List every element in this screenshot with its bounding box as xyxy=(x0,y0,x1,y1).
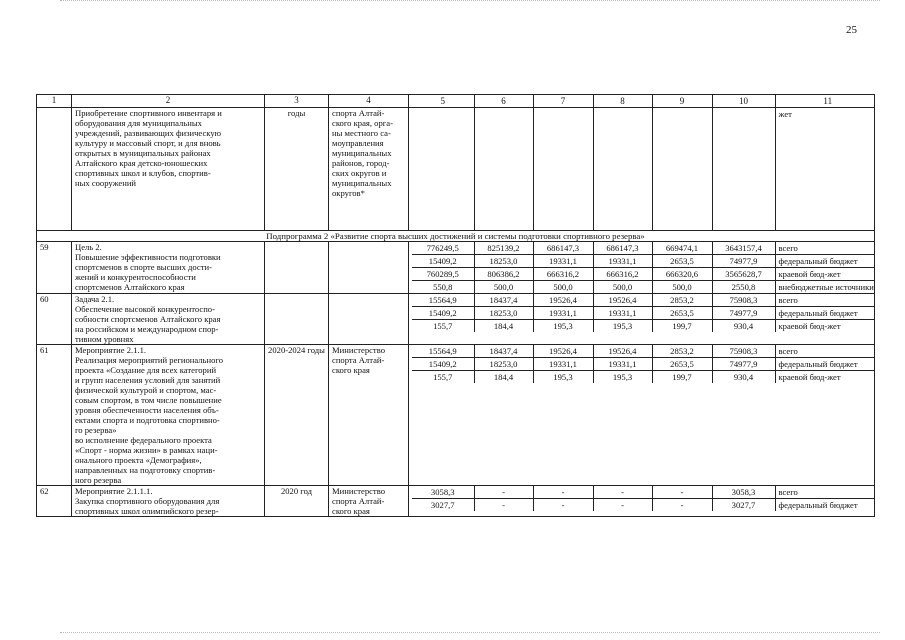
header-col-5: 5 xyxy=(412,95,474,107)
fin-value: 199,7 xyxy=(652,320,712,333)
row-num xyxy=(37,108,72,231)
fin-row xyxy=(412,242,875,255)
fin-value: 2653,5 xyxy=(652,358,712,371)
fin-value: 825139,2 xyxy=(474,242,533,255)
executor xyxy=(329,486,409,517)
row-num: 60 xyxy=(37,294,72,345)
activity-name-line: тивном уровнях xyxy=(75,334,134,344)
activity-name-line: культуру и массовый спорт, и для вновь xyxy=(75,138,221,148)
fin-value: 19526,4 xyxy=(593,345,652,358)
fin-value: 2853,2 xyxy=(652,345,712,358)
activity-name-line: спортивных школ и клубов, спортив- xyxy=(75,168,211,178)
fin-value: - xyxy=(533,499,593,512)
row-num: 62 xyxy=(37,486,72,517)
fin-value: 19331,1 xyxy=(593,307,652,320)
fin-value: 155,7 xyxy=(412,371,474,384)
activity-name-line: ного резерва xyxy=(75,475,122,485)
period: 2020 год xyxy=(265,486,329,517)
fin-value: 930,4 xyxy=(712,371,775,384)
activity-name-line: проекта «Создание для всех категорий xyxy=(75,365,217,375)
fin-value: 195,3 xyxy=(593,371,652,384)
activity-name-line: открытых в муниципальных районах xyxy=(75,148,211,158)
executor-line: ского края, орга- xyxy=(332,118,393,128)
table-row xyxy=(37,345,875,486)
fin-value: 195,3 xyxy=(593,320,652,333)
fin-row xyxy=(412,358,875,371)
executor-line: Министерство xyxy=(332,486,385,496)
header-col-4: 4 xyxy=(329,95,409,108)
activity-name-line: и групп населения условий для занятий xyxy=(75,375,221,385)
executor-line: ских округов и xyxy=(332,168,387,178)
executor xyxy=(329,345,409,486)
scan-bottom-edge xyxy=(60,632,880,635)
header-row xyxy=(37,95,875,108)
activity-name-line: Цель 2. xyxy=(75,242,102,252)
activity-name-line: физической культурой и спортом, мас- xyxy=(75,385,217,395)
executor xyxy=(329,294,409,345)
fin-row xyxy=(412,320,875,333)
fin-source: всего xyxy=(775,486,875,499)
activity-name xyxy=(72,242,265,294)
subprogram-row xyxy=(37,231,875,242)
fin-source: краевой бюд-жет xyxy=(778,321,841,331)
activity-name xyxy=(72,108,265,231)
fin-value: 2550,8 xyxy=(712,281,775,294)
fin-value: 2653,5 xyxy=(652,307,712,320)
fin-value: - xyxy=(593,499,652,512)
fin-value: 3058,3 xyxy=(712,486,775,499)
fin-value: 19331,1 xyxy=(533,358,593,371)
fin-source: федеральный бюджет xyxy=(775,307,875,320)
table-row xyxy=(37,242,875,294)
fin-row xyxy=(412,345,875,358)
activity-name xyxy=(72,486,265,517)
executor xyxy=(329,108,409,231)
header-col-10: 10 xyxy=(712,95,775,107)
activity-name-line: Алтайского края детско-юношеских xyxy=(75,158,208,168)
activity-name-line: уровня обеспеченности населения объ- xyxy=(75,405,219,415)
activity-name-line: направленных на подготовку спортив- xyxy=(75,465,216,475)
executor-line: муниципальных xyxy=(332,148,392,158)
fin-value: 155,7 xyxy=(412,320,474,333)
fin-source: всего xyxy=(775,242,875,255)
fin-value: 666316,2 xyxy=(593,268,652,281)
table-row xyxy=(37,294,875,345)
page-number: 25 xyxy=(846,24,857,36)
activity-name-line: Задача 2.1. xyxy=(75,294,115,304)
fin-value: 550,8 xyxy=(412,281,474,294)
fin-value: 74977,9 xyxy=(712,307,775,320)
fin-source: внебюджетные источники xyxy=(778,282,874,292)
fin-value: - xyxy=(474,486,533,499)
header-col-6: 6 xyxy=(474,95,533,107)
fin-value: 74977,9 xyxy=(712,358,775,371)
executor-line: муниципальных xyxy=(332,178,392,188)
executor-line: округов* xyxy=(332,188,365,198)
fin-cells xyxy=(409,486,875,517)
fin-value: 199,7 xyxy=(652,371,712,384)
fin-cells xyxy=(409,242,875,294)
activity-name-line: оборудования для муниципальных xyxy=(75,118,202,128)
fin-value: 500,0 xyxy=(652,281,712,294)
fin-value: 184,4 xyxy=(474,320,533,333)
executor xyxy=(329,242,409,294)
activity-name-line: Мероприятие 2.1.1. xyxy=(75,345,147,355)
period: 2020-2024 годы xyxy=(265,345,329,486)
header-col-7: 7 xyxy=(533,95,593,107)
fin-value: 18437,4 xyxy=(474,345,533,358)
activity-name xyxy=(72,345,265,486)
header-col-9: 9 xyxy=(652,95,712,107)
activity-name-line: онального проекта «Демография», xyxy=(75,455,202,465)
fin-value: 3565628,7 xyxy=(712,268,775,281)
executor-line: ского края xyxy=(332,365,370,375)
executor-line: спорта Алтай- xyxy=(332,108,385,118)
fin-value: 75908,3 xyxy=(712,345,775,358)
fin-value: 3643157,4 xyxy=(712,242,775,255)
activity-name-line: Повышение эффективности подготовки xyxy=(75,252,221,262)
fin-value: 760289,5 xyxy=(412,268,474,281)
fin-cells xyxy=(409,294,875,345)
header-col-1: 1 xyxy=(37,95,72,108)
activity-name-line: спортсменов в спорте высших дости- xyxy=(75,262,212,272)
program-table xyxy=(36,94,875,517)
fin-value: 19331,1 xyxy=(533,255,593,268)
activity-name-line: на российском и международном спор- xyxy=(75,324,219,334)
fin-cells xyxy=(409,345,875,486)
activity-name-line: Приобретение спортивного инвентаря и xyxy=(75,108,222,118)
header-col-3: 3 xyxy=(265,95,329,108)
fin-value: 19331,1 xyxy=(593,255,652,268)
fin-value: 3058,3 xyxy=(412,486,474,499)
activity-name-line: учреждений, развивающих физическую xyxy=(75,128,222,138)
header-col-11: 11 xyxy=(823,96,833,106)
fin-value: 195,3 xyxy=(533,371,593,384)
fin-row xyxy=(412,486,875,499)
fin-row xyxy=(412,255,875,268)
fin-value: 15409,2 xyxy=(412,255,474,268)
fin-value: 15564,9 xyxy=(412,345,474,358)
fin-value: 184,4 xyxy=(474,371,533,384)
fin-value: 75908,3 xyxy=(712,294,775,307)
executor-line: спорта Алтай- xyxy=(332,496,385,506)
period xyxy=(265,294,329,345)
continued-row xyxy=(37,108,875,231)
fin-source: федеральный бюджет xyxy=(778,500,858,510)
fin-value: 19526,4 xyxy=(533,345,593,358)
fin-value: - xyxy=(474,499,533,512)
fin-value: 18253,0 xyxy=(474,255,533,268)
fin-value: 3027,7 xyxy=(412,499,474,512)
executor-line: спорта Алтай- xyxy=(332,355,385,365)
activity-name-line: совым спортом, в том числе повышение xyxy=(75,395,222,405)
fin-value: 669474,1 xyxy=(652,242,712,255)
fin-value: 666320,6 xyxy=(652,268,712,281)
table-row xyxy=(37,486,875,517)
fin-value: 19526,4 xyxy=(593,294,652,307)
fin-row xyxy=(412,499,875,512)
header-col-2: 2 xyxy=(72,95,265,108)
fin-value: 930,4 xyxy=(712,320,775,333)
fin-value: 806386,2 xyxy=(474,268,533,281)
activity-name-line: Закупка спортивного оборудования для xyxy=(75,496,220,506)
fin-value: 15409,2 xyxy=(412,307,474,320)
fin-value: 195,3 xyxy=(533,320,593,333)
fin-value: 686147,3 xyxy=(593,242,652,255)
row-num: 61 xyxy=(37,345,72,486)
scan-top-edge xyxy=(60,0,880,3)
fin-value: 18253,0 xyxy=(474,358,533,371)
fin-source: краевой бюд-жет xyxy=(775,268,875,281)
fin-value: 2653,5 xyxy=(652,255,712,268)
fin-source: федеральный бюджет xyxy=(775,358,875,371)
fin-value: 19331,1 xyxy=(593,358,652,371)
fin-row xyxy=(412,281,875,294)
activity-name-line: спортивных школ олимпийского резер- xyxy=(75,506,219,516)
fin-source: жет xyxy=(778,109,792,119)
fin-value: 74977,9 xyxy=(712,255,775,268)
activity-name-line: во исполнение федерального проекта xyxy=(75,435,212,445)
activity-name-line: Обеспечение высокой конкурентоспо- xyxy=(75,304,215,314)
fin-source: федеральный бюджет xyxy=(775,255,875,268)
fin-source: всего xyxy=(775,345,875,358)
fin-row xyxy=(412,294,875,307)
fin-cells xyxy=(409,108,875,231)
fin-value: - xyxy=(652,499,712,512)
activity-name-line: Мероприятие 2.1.1.1. xyxy=(75,486,153,496)
fin-value: 500,0 xyxy=(474,281,533,294)
activity-name-line: ектами спорта и подготовка спортивно- xyxy=(75,415,220,425)
fin-value: 19331,1 xyxy=(533,307,593,320)
period xyxy=(265,242,329,294)
executor-line: ского края xyxy=(332,506,370,516)
activity-name-line: «Спорт - норма жизни» в рамках наци- xyxy=(75,445,218,455)
fin-row xyxy=(412,307,875,320)
activity-name xyxy=(72,294,265,345)
fin-value: 500,0 xyxy=(533,281,593,294)
fin-value: 2853,2 xyxy=(652,294,712,307)
activity-name-line: жений и конкурентоспособности xyxy=(75,272,196,282)
fin-value: - xyxy=(593,486,652,499)
fin-value: 18437,4 xyxy=(474,294,533,307)
header-fin-cols xyxy=(409,95,875,108)
fin-value: 666316,2 xyxy=(533,268,593,281)
activity-name-line: спортсменов Алтайского края xyxy=(75,282,185,292)
executor-line: Министерство xyxy=(332,345,385,355)
fin-value: 19526,4 xyxy=(533,294,593,307)
fin-row xyxy=(412,371,875,384)
period: годы xyxy=(265,108,329,231)
fin-value: 686147,3 xyxy=(533,242,593,255)
fin-value: 3027,7 xyxy=(712,499,775,512)
fin-source: краевой бюд-жет xyxy=(778,372,841,382)
fin-row xyxy=(412,268,875,281)
fin-value: 15409,2 xyxy=(412,358,474,371)
fin-value: 500,0 xyxy=(593,281,652,294)
row-num: 59 xyxy=(37,242,72,294)
activity-name-line: ных сооружений xyxy=(75,178,137,188)
header-col-8: 8 xyxy=(593,95,652,107)
fin-value: 18253,0 xyxy=(474,307,533,320)
activity-name-line: собности спортсменов Алтайского края xyxy=(75,314,221,324)
fin-value: 776249,5 xyxy=(412,242,474,255)
fin-source: всего xyxy=(775,294,875,307)
fin-value: 15564,9 xyxy=(412,294,474,307)
executor-line: ны местного са- xyxy=(332,128,391,138)
activity-name-line: Реализация мероприятий регионального xyxy=(75,355,223,365)
fin-value: - xyxy=(533,486,593,499)
executor-line: районов, город- xyxy=(332,158,390,168)
fin-value: - xyxy=(652,486,712,499)
executor-line: моуправления xyxy=(332,138,384,148)
activity-name-line: го резерва» xyxy=(75,425,117,435)
subprogram-title: Подпрограмма 2 «Развитие спорта высших достижений и системы подготовки спортивного резерва» xyxy=(37,231,875,242)
